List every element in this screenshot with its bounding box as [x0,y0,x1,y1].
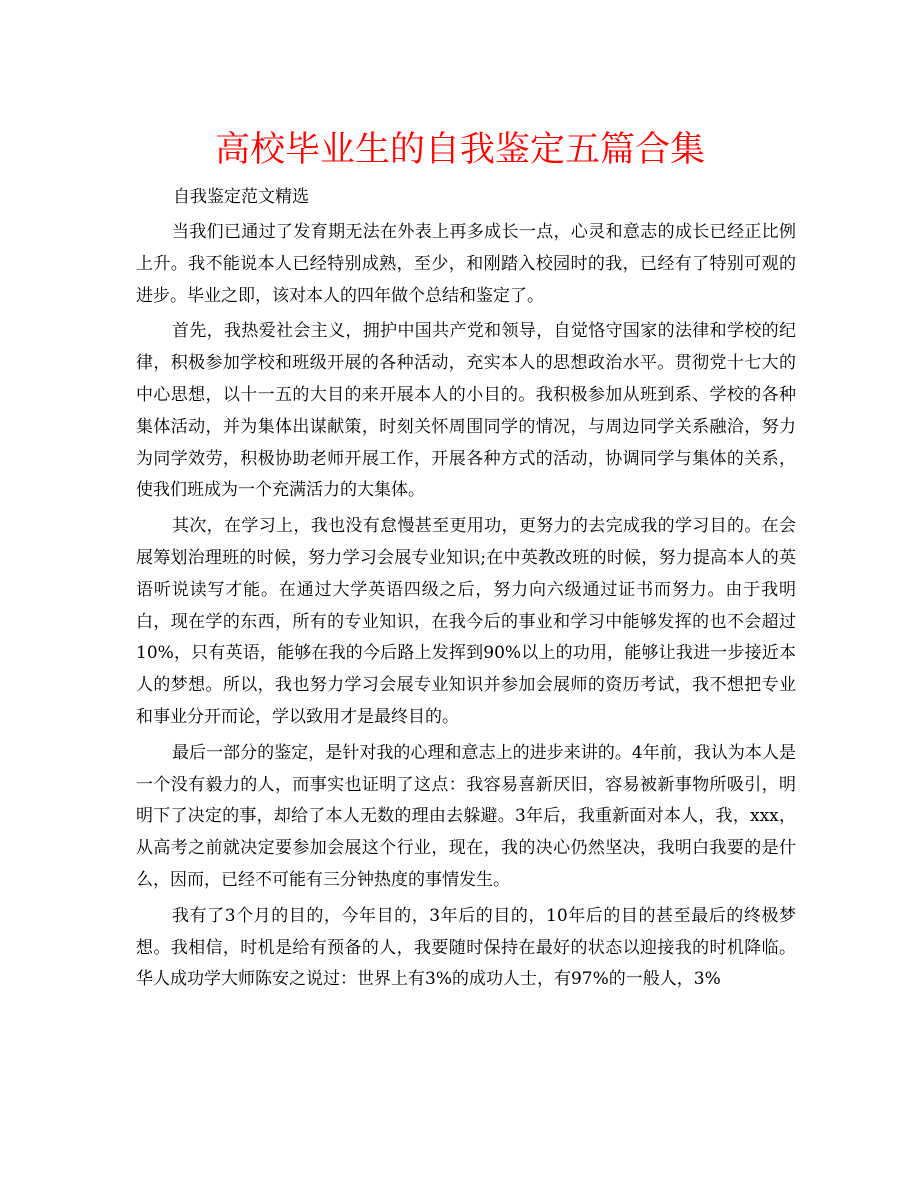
paragraph-1: 当我们已通过了发育期无法在外表上再多成长一点，心灵和意志的成长已经正比例上升。我不能说本人已经特别成熟，至少，和刚踏入校园时的我，已经有了特别可观的进步。毕业之即，该对本人的四年做个总结和鉴定了。 [136,222,796,306]
document-subtitle: 自我鉴定范文精选 [173,187,309,207]
paragraph-5: 我有了3个月的目的，今年目的，3年后的目的，10年后的目的甚至最后的终极梦想。我相信，时机是给有预备的人，我要随时保持在最好的状态以迎接我的时机降临。华人成功学大师陈安之说过：世界上有3%的成功人士，有97%的一般人，3% [136,905,796,990]
document-body [136,217,796,1000]
paragraph-3: 其次，在学习上，我也没有怠慢甚至更用功，更努力的去完成我的学习目的。在会展筹划治理班的时候，努力学习会展专业知识;在中英教改班的时候，努力提高本人的英语听说读写才能。在通过大学英语四级之后，努力向六级通过证书而努力。由于我明白，现在学的东西，所有的专业知识，在我今后的事业和学习中能够发挥的也不会超过10%，只有英语，能够在我的今后路上发挥到90%以上的功用，能够让我进一步接近本人的梦想。所以，我也努力学习会展专业知识并参加会展师的资历考试，我不想把专业和事业分开而论，学以致用才是最终目的。 [136,516,796,727]
paragraph-4: 最后一部分的鉴定，是针对我的心理和意志上的进步来讲的。4年前，我认为本人是一个没有毅力的人，而事实也证明了这点：我容易喜新厌旧，容易被新事物所吸引，明明下了决定的事，却给了本人无数的理由去躲避。3年后，我重新面对本人，我，xxx，从高考之前就决定要参加会展这个行业，现在，我的决心仍然坚决，我明白我要的是什么，因而，已经不可能有三分钟热度的事情发生。 [136,742,796,890]
paragraph-2: 首先，我热爱社会主义，拥护中国共产党和领导，自觉恪守国家的法律和学校的纪律，积极参加学校和班级开展的各种活动，充实本人的思想政治水平。贯彻党十七大的中心思想，以十一五的大目的来开展本人的小目的。我积极参加从班到系、学校的各种集体活动，并为集体出谋献策，时刻关怀周围同学的情况，与周边同学关系融洽，努力为同学效劳，积极协助老师开展工作，开展各种方式的活动，协调同学与集体的关系，使我们班成为一个充满活力的大集体。 [136,321,796,501]
document-title: 高校毕业生的自我鉴定五篇合集 [214,130,705,170]
